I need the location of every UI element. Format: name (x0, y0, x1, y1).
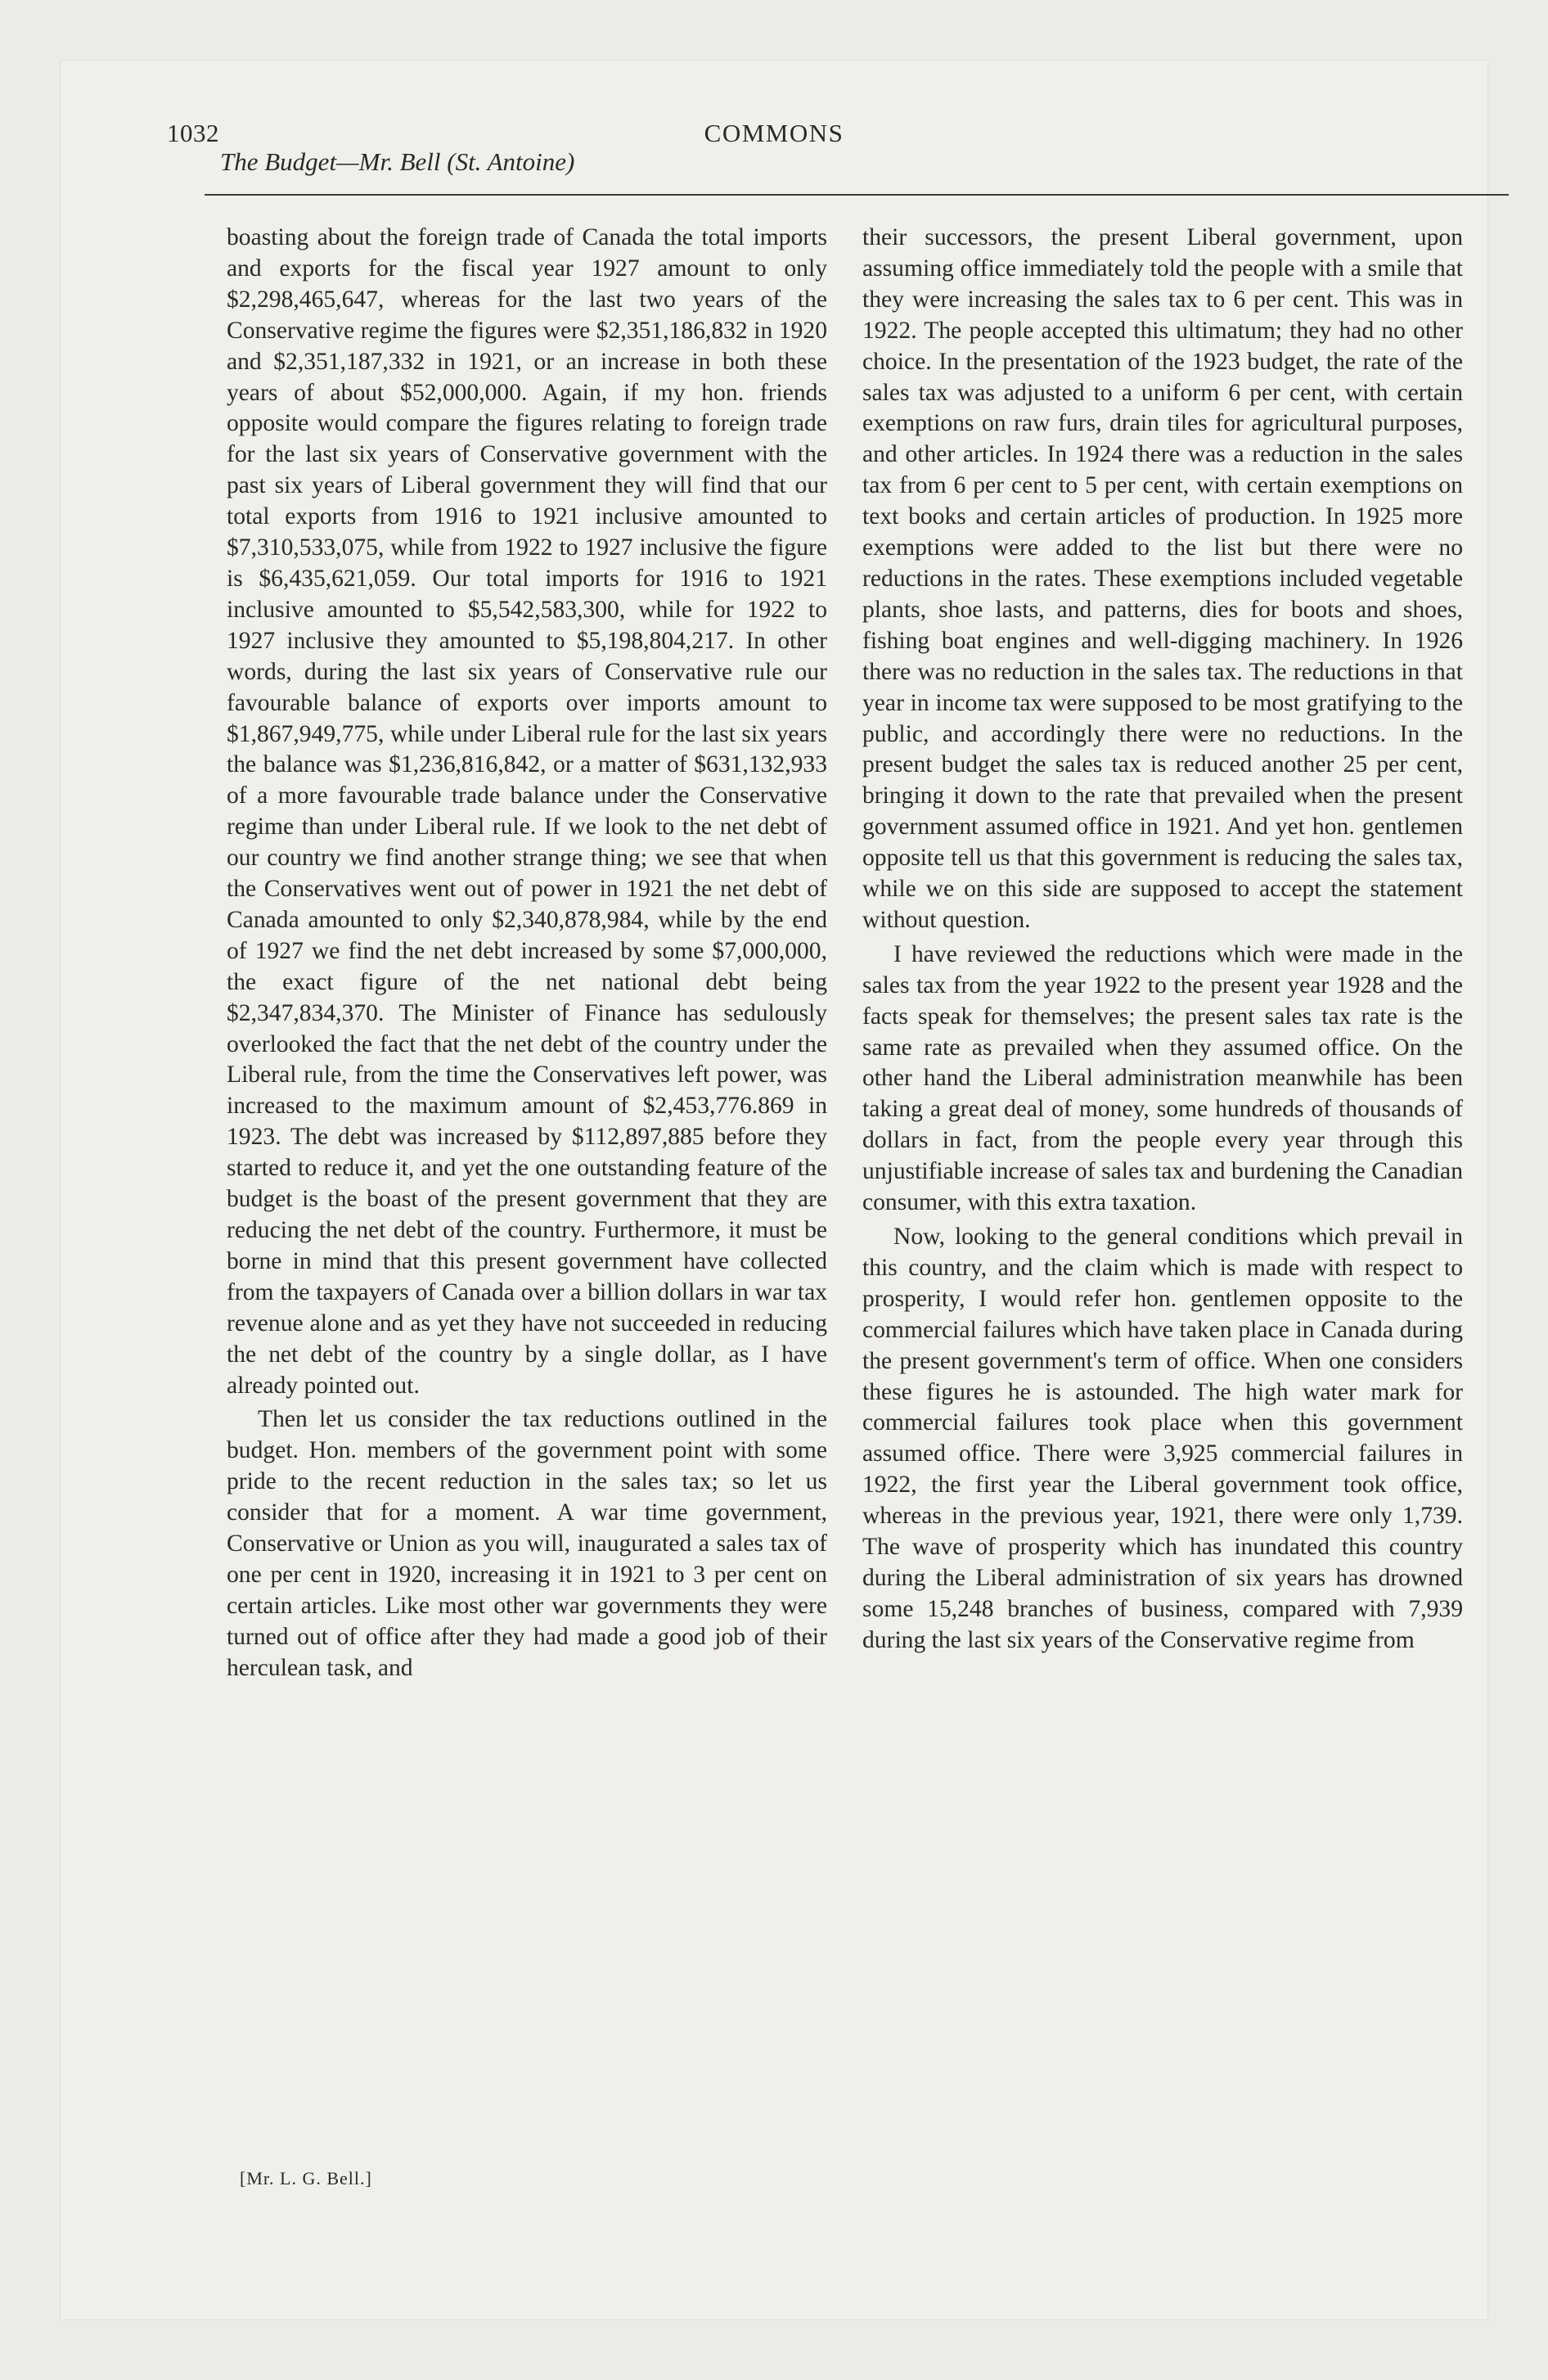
header-rule (205, 194, 1509, 196)
right-column (862, 223, 1463, 1657)
page (61, 61, 1487, 2319)
paragraph: their successors, the present Liberal government, upon assuming office immediately told the people with a smile that they were increasing the sales tax to 6 per cent. This was in 1922. The people accepted this ultimatum; they had no other choice. In the presentation of the 1923 budget, the rate of the sales tax was adjusted to a uniform 6 per cent, with certain exemptions on raw furs, drain tiles for agricultural purposes, and other articles. In 1924 there was a reduction in the sales tax from 6 per cent to 5 per cent, with certain exemptions on text books and certain articles of production. In 1925 more exemptions were added to the list but there were no reductions in the rates. These exemptions included vegetable plants, shoe lasts, and patterns, dies for boots and shoes, fishing boat engines and well-digging machinery. In 1926 there was no reduction in the sales tax. The reductions in that year in income tax were supposed to be most gratifying to the public, and accordingly there were no reductions. In the present budget the sales tax is reduced another 25 per cent, bringing it down to the rate that prevailed when the present government assumed office in 1921. And yet hon. gentlemen opposite tell us that this government is reducing the sales tax, while we on this side are supposed to accept the statement without question. (862, 224, 1463, 933)
paragraph: boasting about the foreign trade of Canada the total imports and exports for the fiscal year 1927 amount to only $2,298,465,647, whereas for the last two years of the Conservative regime the figures were $2,351,186,832 in 1920 and $2,351,187,332 in 1921, or an increase in both these years of about $52,000,000. Again, if my hon. friends opposite would compare the figures relating to foreign trade for the last six years of Conservative government with the past six years of Liberal government they will find that our total exports from 1916 to 1921 inclusive amounted to $7,310,533,075, while from 1922 to 1927 inclusive the figure is $6,435,621,059. Our total imports for 1916 to 1921 inclusive amounted to $5,542,583,300, while for 1922 to 1927 inclusive they amounted to $5,198,804,217. In other words, during the last six years of Conservative rule our favourable balance of exports over imports amount to $1,867,949,775, while under Liberal rule for the last six years the balance was $1,236,816,842, or a matter of $631,132,933 of a more favourable trade balance under the Conservative regime than under Liberal rule. If we look to the net debt of our country we find another strange thing; we see that when the Conservatives went out of power in 1921 the net debt of Canada amounted to only $2,340,878,984, while by the end of 1927 we find the net debt increased by some $7,000,000, the exact figure of the net national debt being $2,347,834,370. The Minister of Finance has sedulously overlooked the fact that the net debt of the country under the Liberal rule, from the time the Conservatives left power, was increased to the maximum amount of $2,453,776.869 in 1923. The debt was increased by $112,897,885 before they started to reduce it, and yet the one outstanding feature of the budget is the boast of the present government that they are reducing the net debt of the country. Furthermore, it must be borne in mind that this present government have collected from the taxpayers of Canada over a billion dollars in war tax revenue alone and as yet they have not succeeded in reducing the net debt of the country by a single dollar, as I have already pointed out. (227, 224, 827, 1399)
paragraph: Now, looking to the general conditions which prevail in this country, and the claim which is made with respect to prosperity, I would refer hon. gentlemen opposite to the commercial failures which have taken place in Canada during the present government's term of office. When one considers these figures he is astounded. The high water mark for commercial failures took place when this government assumed office. There were 3,925 commercial failures in 1922, the first year the Liberal government took office, whereas in the previous year, 1921, there were only 1,739. The wave of prosperity which has inundated this country during the Liberal administration of six years has drowned some 15,248 branches of business, compared with 7,939 during the last six years of the Conservative regime from (862, 1224, 1463, 1653)
left-column (227, 223, 827, 1684)
paragraph: Then let us consider the tax reductions outlined in the budget. Hon. members of the government point with some pride to the recent reduction in the sales tax; so let us consider that for a moment. A war time government, Conservative or Union as you will, inaugurated a sales tax of one per cent in 1920, increasing it in 1921 to 3 per cent on certain articles. Like most other war governments they were turned out of office after they had made a good job of their herculean task, and (227, 1406, 827, 1681)
page-subhead: The Budget—Mr. Bell (St. Antoine) (220, 147, 575, 176)
running-head: COMMONS (704, 119, 844, 147)
speaker-tag: [Mr. L. G. Bell.] (240, 2168, 372, 2188)
page-number: 1032 (167, 119, 219, 147)
paragraph: I have reviewed the reductions which were made in the sales tax from the year 1922 to the present year 1928 and the facts speak for themselves; the present sales tax rate is the same rate as prevailed when they assumed office. On the other hand the Liberal administration meanwhile has been taking a great deal of money, some hundreds of thousands of dollars in fact, from the people every year through this unjustifiable increase of sales tax and burdening the Canadian consumer, with this extra taxation. (862, 940, 1463, 1216)
